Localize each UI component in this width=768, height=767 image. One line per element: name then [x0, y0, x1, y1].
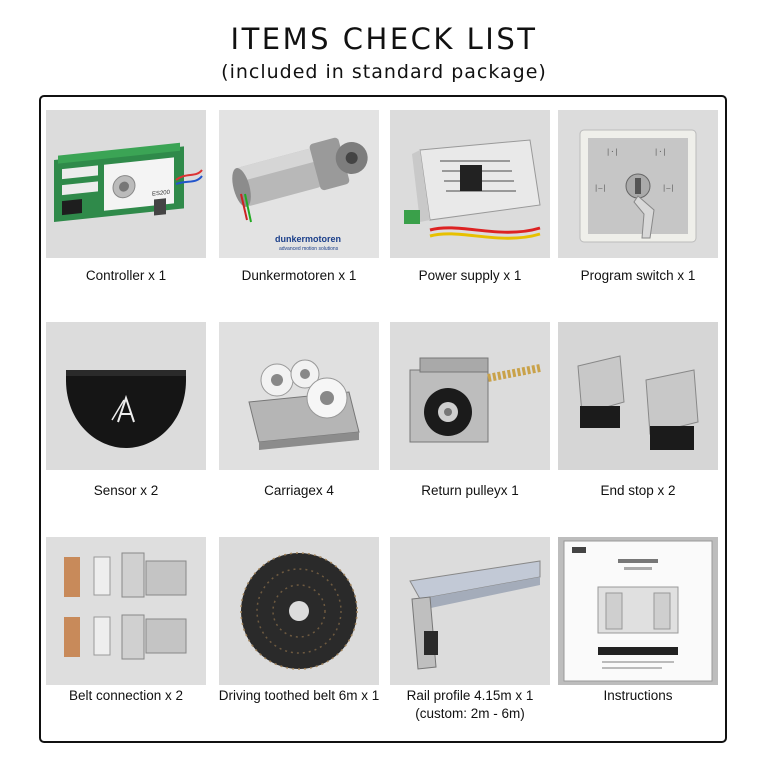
- motor-icon: [219, 110, 379, 258]
- belt-connection-icon: [46, 537, 206, 685]
- item-caption: Belt connection x 2: [68, 688, 184, 703]
- svg-text:|—|: |—|: [662, 184, 675, 192]
- page-title: ITEMS CHECK LIST: [230, 22, 538, 56]
- svg-text:|·|: |·|: [606, 148, 619, 156]
- item-caption: Rail profile 4.15m x 1 (custom: 2m - 6m): [406, 688, 534, 721]
- svg-text:advanced motion solutions: advanced motion solutions: [279, 246, 339, 252]
- item-caption: Controller x 1: [85, 268, 167, 283]
- end-stop-icon: [558, 322, 718, 470]
- carriage-icon: [219, 322, 379, 470]
- item-caption: End stop x 2: [600, 483, 676, 498]
- program-switch-icon: [558, 110, 718, 258]
- item-caption: Instructions: [603, 688, 673, 703]
- toothed-belt-icon: [219, 537, 379, 685]
- item-caption: Sensor x 2: [93, 483, 159, 498]
- svg-text:|—|: |—|: [594, 184, 607, 192]
- svg-text:dunkermotoren: dunkermotoren: [275, 234, 342, 244]
- item-caption: Power supply x 1: [418, 268, 522, 283]
- item-caption: Return pulleyx 1: [421, 483, 519, 498]
- item-caption: Program switch x 1: [580, 268, 696, 283]
- power-supply-icon: [390, 110, 550, 258]
- controller-board-icon: [46, 110, 206, 258]
- instructions-booklet-icon: [558, 537, 718, 685]
- svg-text:ES200: ES200: [152, 189, 170, 198]
- rail-profile-icon: [390, 537, 550, 685]
- page-subtitle: (included in standard package): [221, 61, 547, 83]
- item-caption: Driving toothed belt 6m x 1: [218, 688, 380, 703]
- item-caption: Carriagex 4: [264, 483, 334, 498]
- item-caption: Dunkermotoren x 1: [241, 268, 357, 283]
- sensor-icon: [46, 322, 206, 470]
- svg-text:|·|: |·|: [654, 148, 667, 156]
- return-pulley-icon: [390, 322, 550, 470]
